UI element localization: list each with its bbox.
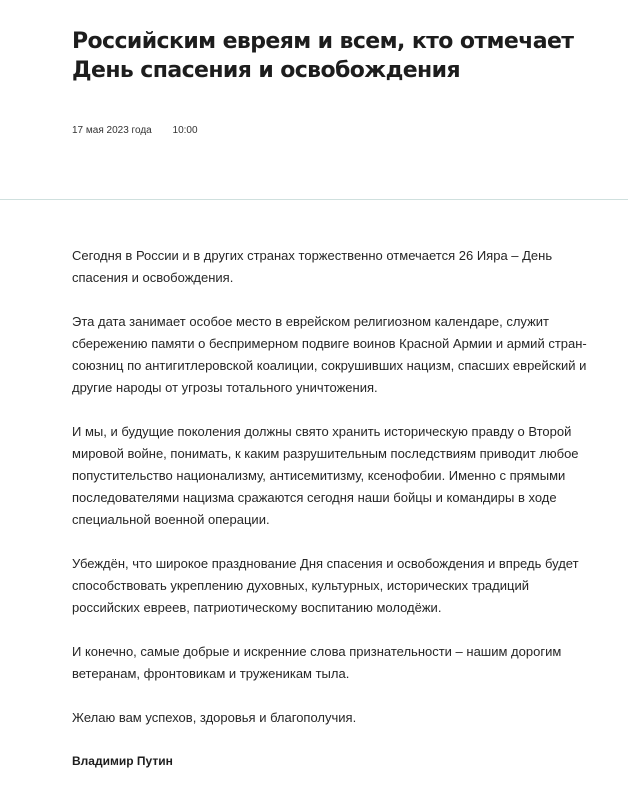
article-header	[0, 0, 628, 200]
paragraph: Желаю вам успехов, здоровья и благополучия.	[72, 710, 357, 725]
paragraph: Эта дата занимает особое место в еврейском религиозном календаре, служит сбережению памяти о беспримерном подвиге воинов Красной Армии и армий стран-союзниц по антигитлеровской коалиции, сокрушивших нацизм, спасших еврейский и другие народы от угрозы тотального уничтожения.	[72, 314, 587, 395]
paragraph: И мы, и будущие поколения должны свято хранить историческую правду о Второй мировой войне, понимать, к каким разрушительным последствиям приводит любое попустительство национализму, антисемитизму, ксенофобии. Именно с прямыми последователями нацизма сражаются сегодня наши бойцы и командиры в ходе специальной военной операции.	[72, 424, 579, 527]
paragraph: Сегодня в России и в других странах торжественно отмечается 26 Ияра – День спасения и освобождения.	[72, 248, 553, 285]
article-time: 10:00	[172, 125, 198, 136]
article-date: 17 мая 2023 года	[72, 125, 152, 136]
article-title: Российским евреям и всем, кто отмечает День спасения и освобождения	[72, 29, 574, 83]
paragraph: И конечно, самые добрые и искренние слова признательности – нашим дорогим ветеранам, фронтовикам и труженикам тыла.	[72, 644, 562, 681]
article-body	[72, 245, 592, 768]
signature: Владимир Путин	[72, 754, 173, 768]
paragraph: Убеждён, что широкое празднование Дня спасения и освобождения и впредь будет способствовать укреплению духовных, культурных, исторических традиций российских евреев, патриотическому воспитанию молодёжи.	[72, 556, 579, 615]
article-meta	[72, 125, 198, 137]
